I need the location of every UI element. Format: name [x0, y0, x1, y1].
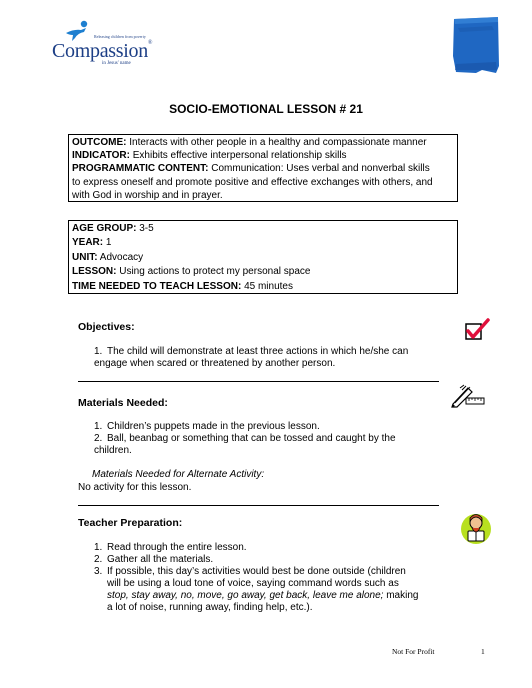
materials-list — [94, 421, 444, 457]
section-divider — [78, 381, 439, 382]
prep-heading: Teacher Preparation: — [78, 517, 183, 529]
year-row: YEAR: 1 — [72, 237, 112, 249]
indicator-row: INDICATOR: Exhibits effective interpersonal relationship skills — [72, 150, 347, 162]
programmatic-row: PROGRAMMATIC CONTENT: Communication: Uses verbal and nonverbal skills — [72, 163, 430, 175]
lesson-info-box — [68, 220, 458, 294]
checkbox-check-icon — [464, 318, 490, 342]
prep-list — [94, 542, 454, 614]
list-item: 2. Ball, beanbag or something that can be tossed and caught by the children. — [94, 433, 396, 456]
pencil-ruler-icon — [450, 384, 486, 408]
footer-note: Not For Profit — [392, 647, 435, 656]
materials-heading: Materials Needed: — [78, 397, 168, 409]
unit-row: UNIT: Advocacy — [72, 251, 144, 263]
logo-brand: Compassion® — [52, 40, 153, 62]
programmatic-line3: with God in worship and in prayer. — [72, 189, 223, 201]
section-divider — [78, 505, 439, 506]
logo-tagline: Releasing children from poverty — [94, 34, 146, 39]
objectives-list — [94, 346, 444, 370]
outcome-box — [68, 134, 458, 202]
list-item: 2. Gather all the materials. — [94, 554, 214, 565]
child-reading-icon — [460, 509, 492, 545]
objectives-heading: Objectives: — [78, 321, 135, 333]
list-item: 1. Read through the entire lesson. — [94, 542, 247, 553]
page-title: SOCIO-EMOTIONAL LESSON # 21 — [169, 102, 363, 116]
programmatic-line2: to express oneself and promote positive and effective exchanges with others, and — [72, 176, 433, 188]
alt-materials-heading: Materials Needed for Alternate Activity: — [92, 469, 265, 480]
logo-subtitle: in Jesus' name — [102, 61, 131, 66]
compassion-logo — [50, 20, 170, 70]
list-item: 1. Children’s puppets made in the previous lesson. — [94, 421, 320, 432]
age-group-row: AGE GROUP: 3-5 — [72, 223, 154, 234]
list-item: 1. The child will demonstrate at least three actions in which he/she can engage when scared or threatened by another person. — [94, 346, 409, 369]
list-item: 3. If possible, this day’s activities would best be done outside (children will be using a loud tone of voice, saying command words such as stop, stay away, no, move, go away, get back, leave me alone; making a lot of noise, running away, finding help, etc.). — [94, 566, 419, 613]
alt-materials-text: No activity for this lesson. — [78, 482, 192, 493]
compassion-logo-icon — [64, 20, 92, 42]
blue-brush-patch — [452, 16, 500, 74]
time-row: TIME NEEDED TO TEACH LESSON: 45 minutes — [72, 280, 293, 292]
outcome-row: OUTCOME: Interacts with other people in a healthy and compassionate manner — [72, 137, 427, 148]
page-number: 1 — [481, 647, 485, 656]
lesson-row: LESSON: Using actions to protect my personal space — [72, 266, 311, 278]
